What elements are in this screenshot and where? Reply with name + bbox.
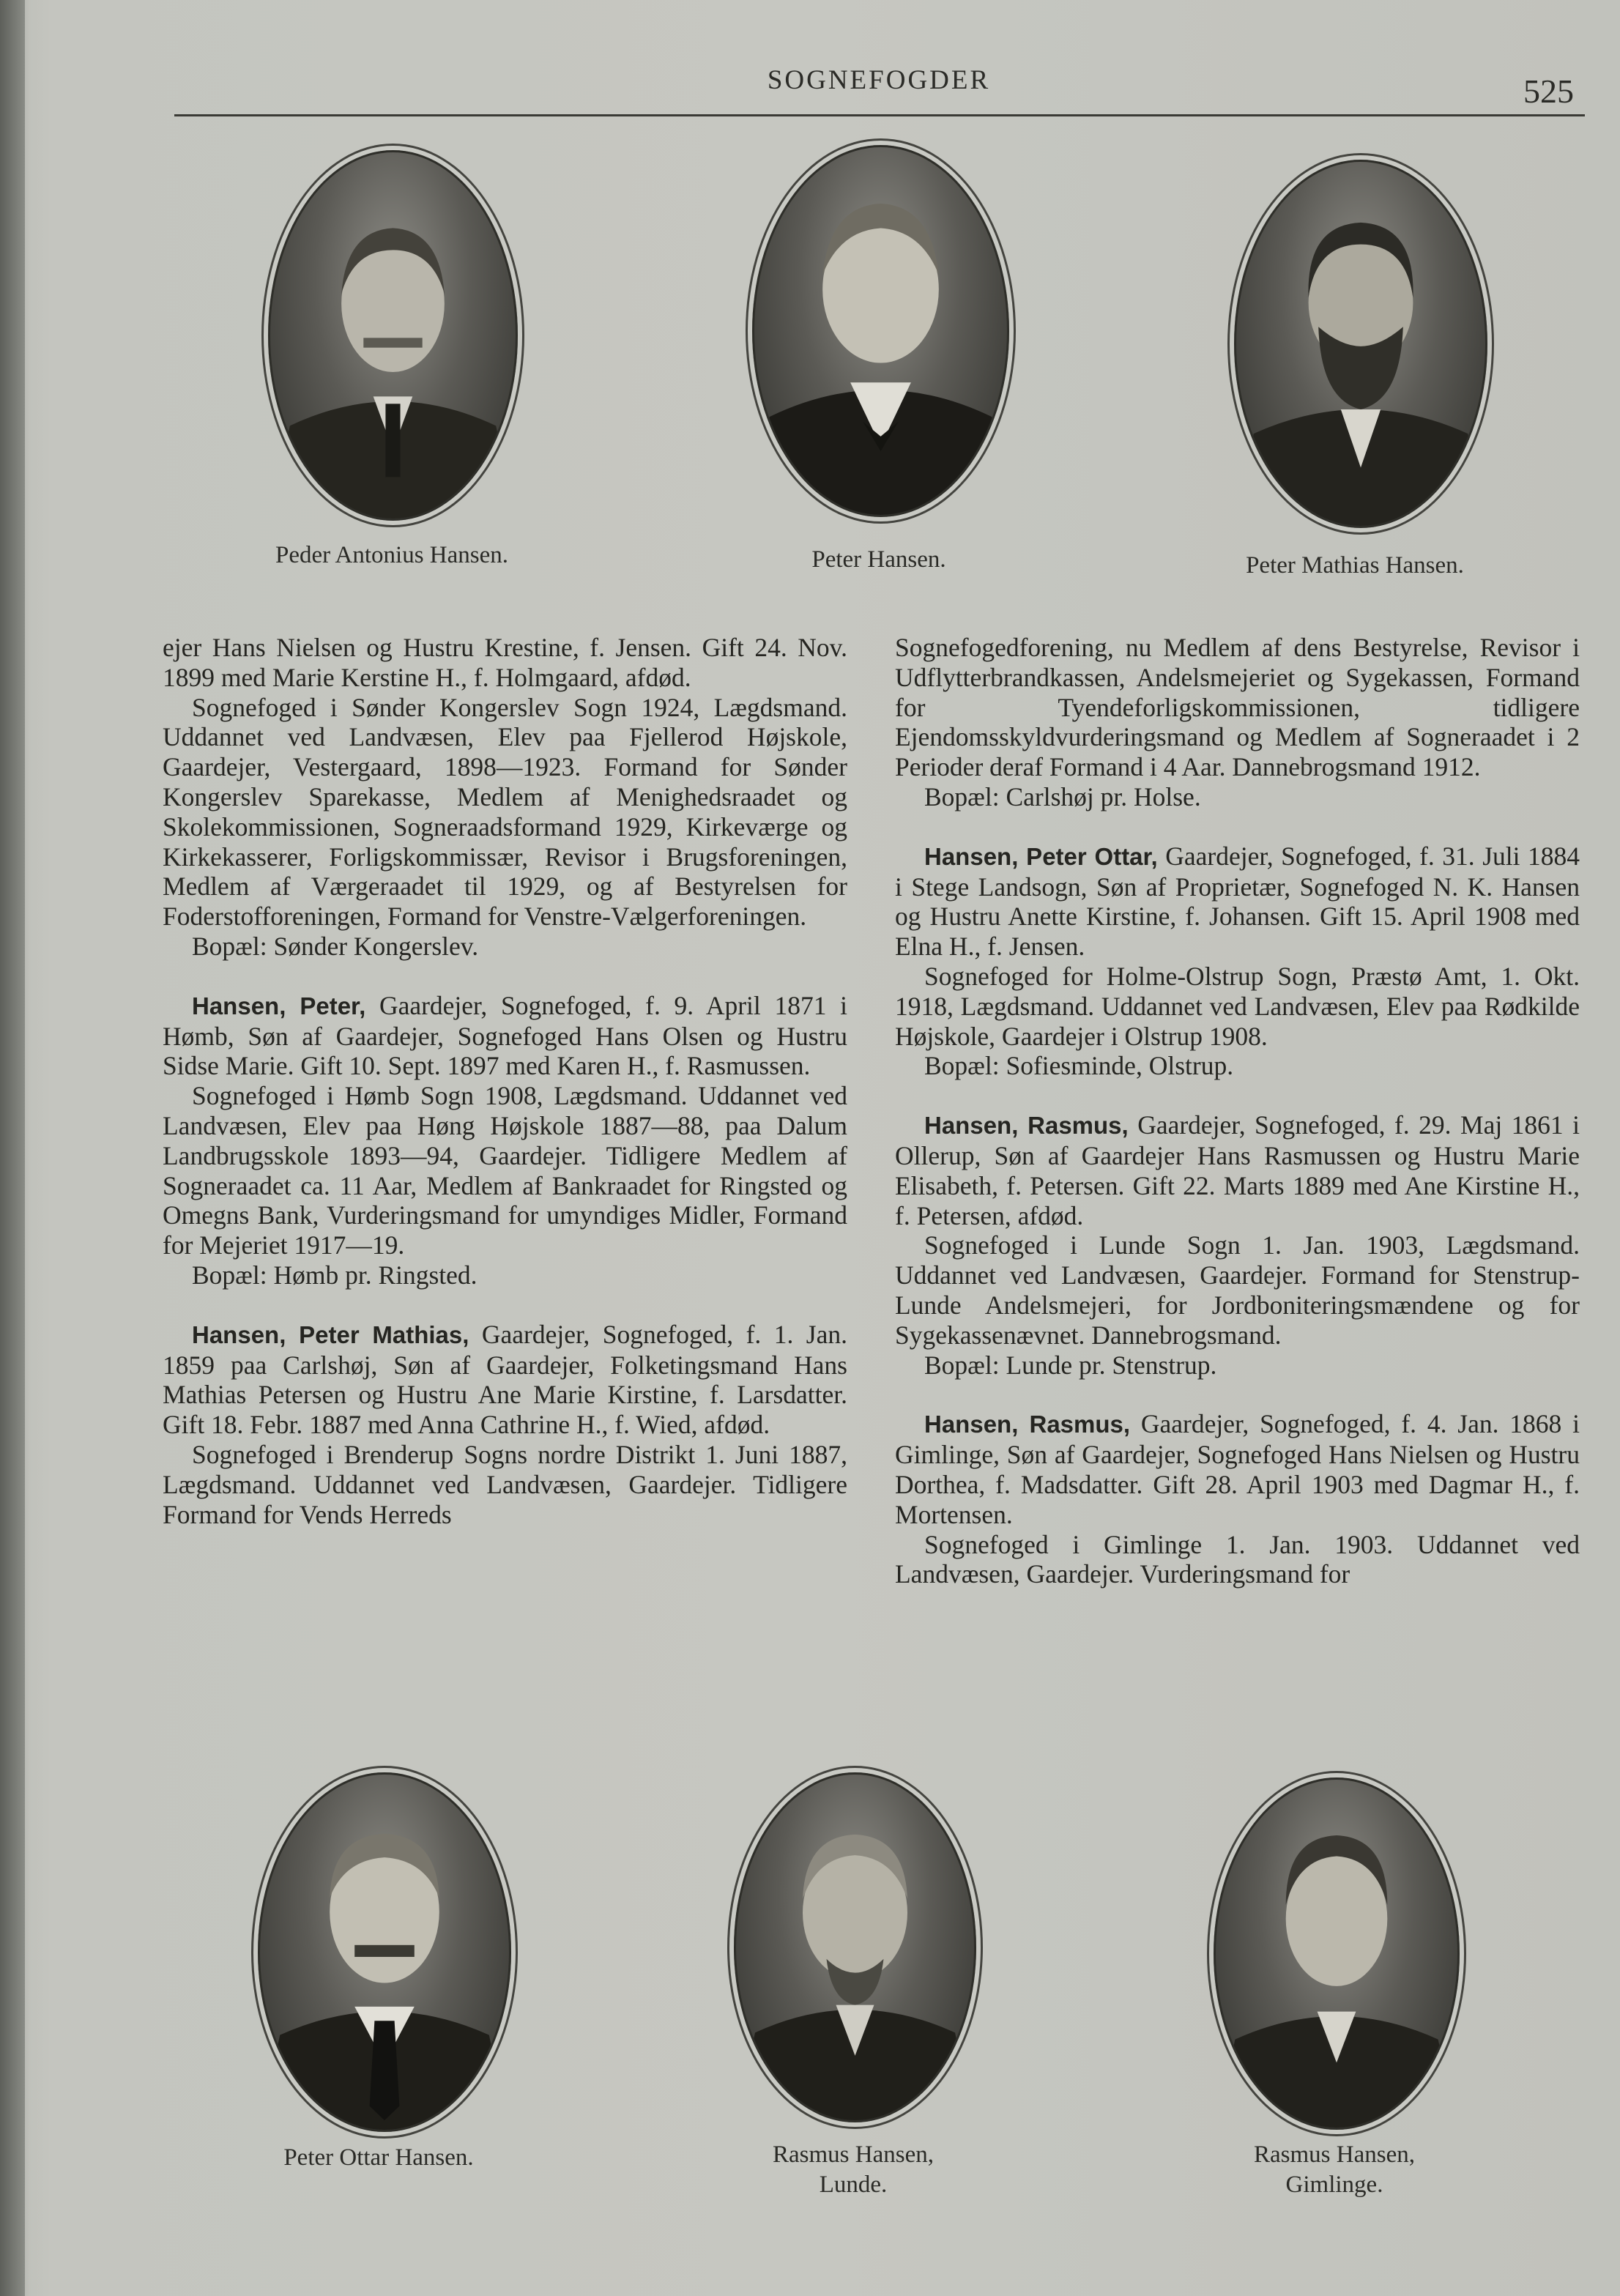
paragraph: Sognefoged i Sønder Kongerslev Sogn 1924, Lægdsmand. Uddannet ved Landvæsen, Elev paa Fjellerod Højskole, Gaardejer, Vestergaard, 1898—1923. Formand for Sønder Kongerslev Sparekasse, Medlem af Menighedsraadet og Skolekommissionen, Sogneraadsformand 1929, Kirkeværge og Kirkekasserer, Forligskommissær, Revisor i Brugsforeningen, Medlem af Værgeraadet til 1929, og af Bestyrelsen for Foderstofforeningen, Formand for Venstre-Vælgerforeningen. (163, 692, 847, 932)
caption-peter-mathias-hansen: Peter Mathias Hansen. (1246, 552, 1464, 579)
portrait-rasmus-hansen-lunde (734, 1772, 976, 2122)
entry-text: Gaardejer, Sognefoged, f. 31. Juli 1884 i Stege Landsogn, Søn af Proprietær, Sognefoged N. K. Hansen og Hustru Anette Kirstine, f. Johansen. Gift 15. April 1908 med Elna H., f. Jensen. (895, 841, 1580, 962)
caption-rasmus-hansen-lunde (707, 2140, 1000, 2201)
paragraph: ejer Hans Nielsen og Hustru Krestine, f. Jensen. Gift 24. Nov. 1899 med Marie Kerstine H., f. Holmgaard, afdød. (163, 633, 847, 692)
paragraph: Sognefoged i Lunde Sogn 1. Jan. 1903, Lægdsmand. Uddannet ved Landvæsen, Gaardejer. Formand for Stenstrup-Lunde Andelsmejeri, for Jordboniteringsmændene og for Sygekassenævnet. Dannebrogsmand. (895, 1230, 1580, 1350)
paragraph: Bopæl: Sofiesminde, Olstrup. (924, 1051, 1234, 1081)
paragraph: Sognefoged i Brenderup Sogns nordre Distrikt 1. Juni 1887, Lægdsmand. Uddannet ved Landvæsen, Gaardejer. Tidligere Formand for Vends Herreds (163, 1439, 847, 1529)
book-spine (0, 0, 25, 2296)
portrait-peter-ottar-hansen (258, 1772, 511, 2132)
entry-hansen-rasmus-gimlinge (895, 1409, 1580, 1529)
entry-hansen-rasmus-lunde (895, 1110, 1580, 1230)
portrait-rasmus-hansen-gimlinge (1214, 1777, 1460, 2130)
paragraph: Sognefoged for Holme-Olstrup Sogn, Præstø Amt, 1. Okt. 1918, Lægdsmand. Uddannet ved Landvæsen, Elev paa Rødkilde Højskole, Gaardejer i Olstrup 1908. (895, 961, 1580, 1051)
entry-text: Gaardejer, Sognefoged, f. 4. Jan. 1868 i Gimlinge, Søn af Gaardejer, Sognefoged Hans Nielsen og Hustru Dorthea, f. Madsdatter. Gift 28. April 1903 med Dagmar H., f. Mortensen. (895, 1409, 1580, 1529)
portrait-peter-hansen (752, 145, 1009, 517)
caption-line: Lunde. (819, 2171, 888, 2199)
page-number: 525 (1523, 73, 1574, 110)
entry-hansen-peter (163, 991, 847, 1081)
paragraph: Sognefoged i Gimlinge 1. Jan. 1903. Uddannet ved Landvæsen, Gaardejer. Vurderingsmand for (895, 1529, 1580, 1589)
paragraph: Bopæl: Sønder Kongerslev. (192, 931, 479, 961)
entry-name: Hansen, Rasmus, (924, 1112, 1129, 1140)
entry-name: Hansen, Peter Ottar, (924, 842, 1158, 870)
entry-text: Gaardejer, Sognefoged, f. 9. April 1871 i Hømb, Søn af Gaardejer, Sognefoged Hans Olsen og Hustru Sidse Marie. Gift 10. Sept. 1897 med Karen H., f. Rasmussen. (163, 990, 847, 1081)
running-title: SOGNEFOGDER (767, 65, 991, 95)
entry-text: Gaardejer, Sognefoged, f. 29. Maj 1861 i Ollerup, Søn af Gaardejer Hans Rasmussen og Hustru Marie Elisabeth, f. Petersen. Gift 22. Marts 1889 med Ane Kirstine H., f. Petersen, afdød. (895, 1110, 1580, 1230)
caption-line: Rasmus Hansen, (773, 2141, 934, 2168)
paragraph: Sognefoged i Hømb Sogn 1908, Lægdsmand. Uddannet ved Landvæsen, Elev paa Høng Højskole 1887—88, paa Dalum Landbrugsskole 1893—94, Gaardejer. Tidligere Medlem af Sogneraadet ca. 11 Aar, Medlem af Bankraadet for Ringsted og Omegns Bank, Vurderingsmand for umyndiges Midler, Formand for Mejeriet 1917—19. (163, 1081, 847, 1260)
caption-peder-antonius-hansen: Peder Antonius Hansen. (275, 542, 509, 568)
header-rule (174, 114, 1585, 116)
paragraph: Bopæl: Hømb pr. Ringsted. (192, 1260, 478, 1290)
caption-peter-ottar-hansen: Peter Ottar Hansen. (283, 2144, 474, 2171)
caption-peter-hansen: Peter Hansen. (811, 546, 946, 573)
entry-hansen-peter-mathias (163, 1320, 847, 1440)
caption-line: Rasmus Hansen, (1254, 2141, 1415, 2168)
entry-name: Hansen, Peter, (192, 992, 366, 1019)
entry-hansen-peter-ottar (895, 842, 1580, 962)
paragraph: Bopæl: Carlshøj pr. Holse. (924, 781, 1201, 811)
portrait-peder-antonius-hansen (268, 150, 518, 521)
paragraph: Bopæl: Lunde pr. Stenstrup. (924, 1350, 1217, 1380)
paragraph: Sognefogedforening, nu Medlem af dens Bestyrelse, Revisor i Udflytterbrandkassen, Andelsmejeriet og Sygekassen, Formand for Tyendeforligskommissionen, tidligere Ejendomsskyldvurderingsmand og Medlem af Sogneraadet i 2 Perioder deraf Formand i 4 Aar. Dannebrogsmand 1912. (895, 633, 1580, 782)
entry-name: Hansen, Rasmus, (924, 1411, 1131, 1438)
text-column-right (895, 633, 1580, 1589)
caption-rasmus-hansen-gimlinge (1188, 2140, 1481, 2201)
portrait-peter-mathias-hansen (1234, 160, 1487, 528)
entry-text: Gaardejer, Sognefoged, f. 1. Jan. 1859 paa Carlshøj, Søn af Gaardejer, Folketingsmand Hans Mathias Petersen og Hustru Ane Marie Kirstine, f. Larsdatter. Gift 18. Febr. 1887 med Anna Cathrine H., f. Wied, afdød. (163, 1319, 848, 1440)
caption-line: Gimlinge. (1285, 2171, 1383, 2199)
text-column-left (163, 633, 847, 1529)
entry-name: Hansen, Peter Mathias, (192, 1320, 469, 1348)
